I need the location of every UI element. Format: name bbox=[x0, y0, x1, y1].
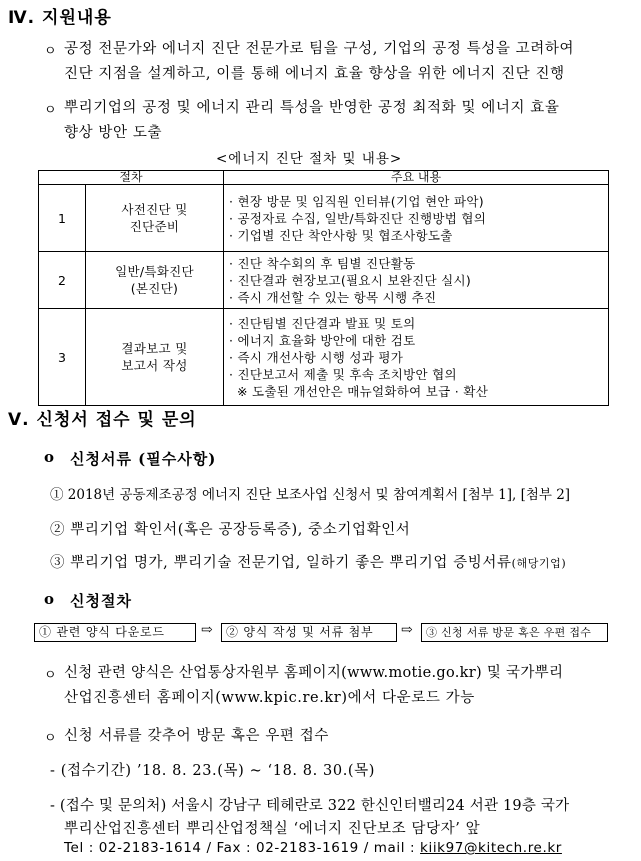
content-item: · 즉시 개선할 수 있는 항목 시행 추진 bbox=[229, 289, 437, 305]
content-item: · 기업별 진단 착안사항 및 협조사항도출 bbox=[229, 227, 453, 243]
content-note: ※ 도출된 개선안은 매뉴얼화하여 보급 · 확산 bbox=[237, 383, 489, 399]
contact-tel-fax-mail bbox=[64, 840, 562, 856]
sub-bullet-icon: o bbox=[44, 448, 56, 466]
energy-diagnosis-table bbox=[38, 170, 609, 406]
forms-bullet-line-2: 산업진흥센터 홈페이지(www.kpic.re.kr)에서 다운로드 가능 bbox=[64, 690, 475, 706]
support-bullet-2-line-1: 뿌리기업의 공정 및 에너지 관리 특성을 반영한 공정 최적화 및 에너지 효율 bbox=[64, 100, 560, 116]
content-item: · 진단팀별 진단결과 발표 및 토의 bbox=[229, 315, 416, 331]
row-content bbox=[224, 185, 609, 252]
doc-item-2: ② 뿌리기업 확인서(혹은 공장등록증), 중소기업확인서 bbox=[50, 522, 411, 538]
row-content bbox=[224, 309, 609, 406]
content-item: · 진단 착수회의 후 팀별 진단활동 bbox=[229, 255, 416, 271]
flow-step-download: ① 관련 양식 다운로드 bbox=[34, 623, 196, 642]
content-item: · 에너지 효율화 방안에 대한 검토 bbox=[229, 332, 416, 348]
doc-item-3 bbox=[50, 551, 566, 572]
row-step bbox=[86, 185, 224, 252]
content-item: · 공정자료 수집, 일반/특화진단 진행방법 협의 bbox=[229, 210, 487, 226]
bullet-icon: ㅇ bbox=[44, 103, 57, 118]
flow-step-submit: ③ 신청 서류 방문 혹은 우편 접수 bbox=[421, 623, 608, 642]
row-step bbox=[86, 252, 224, 309]
header-step: 절차 bbox=[39, 171, 224, 185]
arrow-right-icon: ⇨ bbox=[201, 622, 213, 638]
content-item: · 즉시 개선사항 시행 성과 평가 bbox=[229, 349, 404, 365]
doc-item-3-note: (해당기업) bbox=[511, 557, 567, 570]
bullet-icon: ㅇ bbox=[44, 44, 57, 59]
row-number: 3 bbox=[39, 309, 86, 406]
bullet-icon: ㅇ bbox=[44, 731, 57, 746]
table-caption: <에너지 진단 절차 및 내용> bbox=[216, 151, 403, 167]
content-item: · 진단보고서 제출 및 후속 조치방안 협의 bbox=[229, 366, 457, 382]
tel-fax-text: Tel : 02-2183-1614 / Fax : 02-2183-1619 / mail : bbox=[64, 840, 421, 856]
forms-bullet-line-1: 신청 관련 양식은 산업통상자원부 홈페이지(www.motie.go.kr) 및 국가뿌리 bbox=[64, 665, 564, 681]
step-line: 일반/특화진단 bbox=[115, 264, 194, 279]
section-5-title: Ⅴ. 신청서 접수 및 문의 bbox=[8, 410, 197, 430]
header-content: 주요 내용 bbox=[224, 171, 609, 185]
row-step bbox=[86, 309, 224, 406]
table-row bbox=[39, 309, 609, 406]
step-line: 사전진단 및 bbox=[121, 202, 188, 217]
sub-bullet-icon: o bbox=[44, 590, 56, 608]
support-bullet-1-line-1: 공정 전문가와 에너지 진단 전문가로 팀을 구성, 기업의 공정 특성을 고려하여 bbox=[64, 41, 575, 57]
section-4-title: Ⅳ. 지원내용 bbox=[8, 8, 112, 28]
step-line: 보고서 작성 bbox=[121, 358, 188, 373]
contact-line-1: - (접수 및 문의처) 서울시 강남구 테헤란로 322 한신인터밸리24 서관 19층 국가 bbox=[50, 798, 570, 814]
doc-item-3-text: ③ 뿌리기업 명가, 뿌리기술 전문기업, 일하기 좋은 뿌리기업 증빙서류 bbox=[50, 555, 512, 571]
table-header-row bbox=[39, 171, 609, 185]
procedure-title: 신청절차 bbox=[70, 592, 132, 610]
content-item: · 현장 방문 및 임직원 인터뷰(기업 현안 파악) bbox=[229, 193, 484, 209]
step-line: (본진단) bbox=[130, 281, 179, 296]
step-line: 진단준비 bbox=[129, 219, 180, 234]
contact-line-2: 뿌리산업진흥센터 뿌리산업정책실 ‘에너지 진단보조 담당자’ 앞 bbox=[64, 821, 481, 837]
support-bullet-1-line-2: 진단 지점을 설계하고, 이를 통해 에너지 효율 향상을 위한 에너지 진단 진행 bbox=[64, 66, 565, 82]
support-bullet-2-line-2: 향상 방안 도출 bbox=[64, 125, 163, 141]
docs-title: 신청서류 (필수사항) bbox=[70, 450, 217, 468]
content-item: · 진단결과 현장보고(필요시 보완진단 실시) bbox=[229, 272, 472, 288]
flow-step-prepare: ② 양식 작성 및 서류 첨부 bbox=[221, 623, 397, 642]
arrow-right-icon: ⇨ bbox=[401, 622, 413, 638]
submit-bullet: 신청 서류를 갖추어 방문 혹은 우편 접수 bbox=[64, 728, 329, 744]
table-row bbox=[39, 185, 609, 252]
table-row bbox=[39, 252, 609, 309]
row-number: 2 bbox=[39, 252, 86, 309]
step-line: 결과보고 및 bbox=[121, 341, 188, 356]
row-content bbox=[224, 252, 609, 309]
doc-item-1: ① 2018년 공동제조공정 에너지 진단 보조사업 신청서 및 참여계획서 [첨부 1], [첨부 2] bbox=[50, 487, 571, 503]
row-number: 1 bbox=[39, 185, 86, 252]
bullet-icon: ㅇ bbox=[44, 668, 57, 683]
application-period: - (접수기간) ’18. 8. 23.(목) ~ ‘18. 8. 30.(목) bbox=[50, 763, 376, 779]
email-link[interactable]: kiik97@kitech.re.kr bbox=[420, 840, 562, 856]
